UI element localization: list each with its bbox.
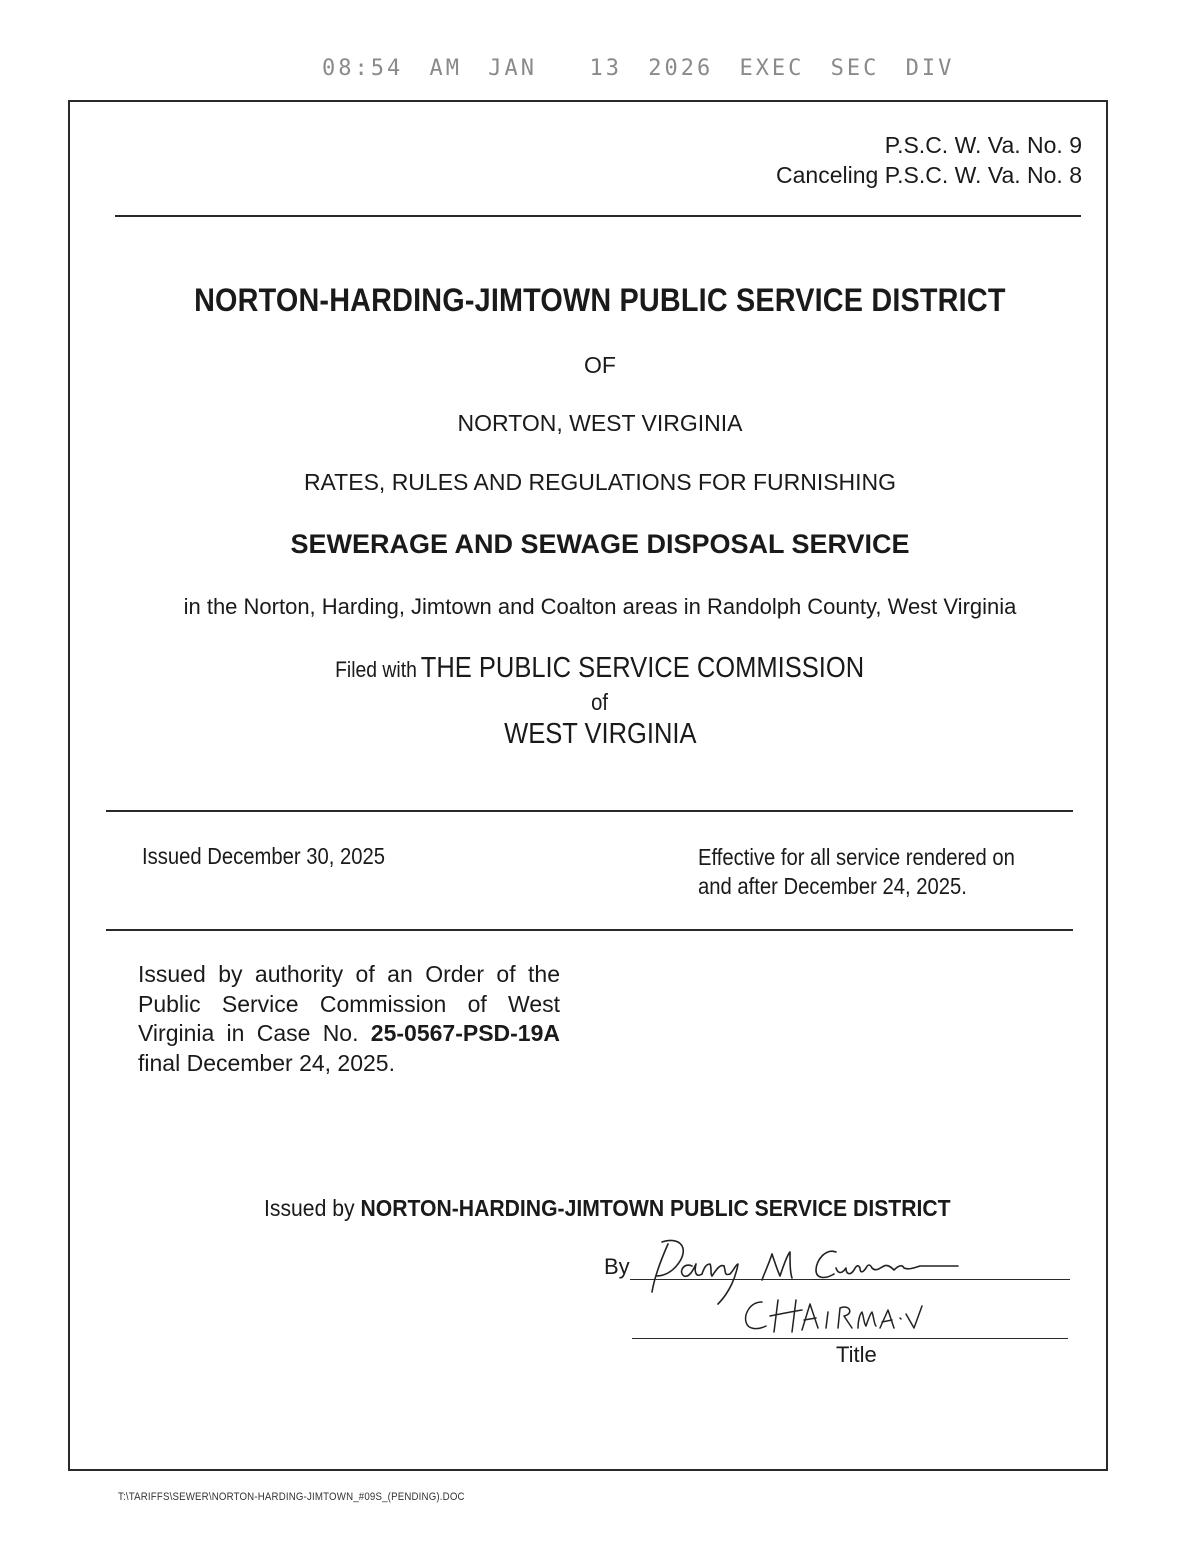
- filed-with-line: [0, 652, 1200, 685]
- divider-lower: [106, 929, 1073, 931]
- authority-final-date: final December 24, 2025.: [138, 1049, 395, 1076]
- stamp-time: 08:54 AM: [322, 56, 462, 81]
- title-label: Title: [836, 1342, 877, 1367]
- title-line: [632, 1338, 1068, 1339]
- divider-middle: [106, 810, 1073, 812]
- divider-top: [115, 215, 1081, 217]
- of-lower-text: of: [591, 689, 609, 715]
- handwritten-title-drawing: [740, 1296, 950, 1336]
- case-number: 25-0567-PSD-19A: [370, 1020, 560, 1046]
- service-heading: SEWERAGE AND SEWAGE DISPOSAL SERVICE: [290, 529, 910, 559]
- issuer-name: NORTON-HARDING-JIMTOWN PUBLIC SERVICE DISTRICT: [360, 1195, 951, 1221]
- of-lower-label: [0, 689, 1200, 716]
- commission-name: THE PUBLIC SERVICE COMMISSION: [421, 652, 865, 684]
- effective-line-2: and after December 24, 2025.: [698, 873, 967, 899]
- location: NORTON, WEST VIRGINIA: [457, 410, 743, 436]
- effective-date: [698, 843, 1058, 901]
- canceling-tariff-number: Canceling P.S.C. W. Va. No. 8: [776, 162, 1082, 188]
- filed-with-prefix: Filed with: [335, 657, 418, 682]
- issued-by-line: [264, 1195, 1010, 1222]
- effective-line-1: Effective for all service rendered on: [698, 844, 1015, 870]
- signature-drawing: [640, 1232, 970, 1302]
- stamp-division: EXEC SEC DIV: [739, 56, 955, 81]
- stamp-date: 13 2026: [589, 56, 714, 81]
- filed-with-text: [335, 652, 864, 685]
- issued-date: [142, 843, 418, 870]
- issued-by-prefix: Issued by: [264, 1195, 355, 1221]
- state-name-text: WEST VIRGINIA: [503, 718, 697, 750]
- issued-by-text: [264, 1195, 951, 1222]
- tariff-number: P.S.C. W. Va. No. 9: [884, 132, 1082, 158]
- authority-text: Issued by authority of an Order of the Public Service Commission of West Virginia in Case No.: [138, 961, 560, 1046]
- file-path-text: T:\TARIFFS\SEWER\NORTON-HARDING-JIMTOWN_#09S_(PENDING).DOC: [118, 1491, 465, 1503]
- rates-line: RATES, RULES AND REGULATIONS FOR FURNISHING: [303, 469, 897, 495]
- issued-date-text: Issued December 30, 2025: [142, 843, 386, 869]
- by-label: By: [604, 1254, 630, 1279]
- receipt-stamp: [322, 56, 954, 81]
- state-name: [0, 718, 1200, 751]
- authority-statement: [138, 960, 560, 1078]
- district-title-text: NORTON-HARDING-JIMTOWN PUBLIC SERVICE DISTRICT: [194, 282, 1006, 318]
- file-path-footer: [118, 1491, 512, 1503]
- district-title: [0, 282, 1200, 319]
- service-areas: in the Norton, Harding, Jimtown and Coalton areas in Randolph County, West Virginia: [183, 594, 1017, 619]
- stamp-month: JAN: [488, 56, 537, 81]
- of-label: OF: [584, 352, 616, 378]
